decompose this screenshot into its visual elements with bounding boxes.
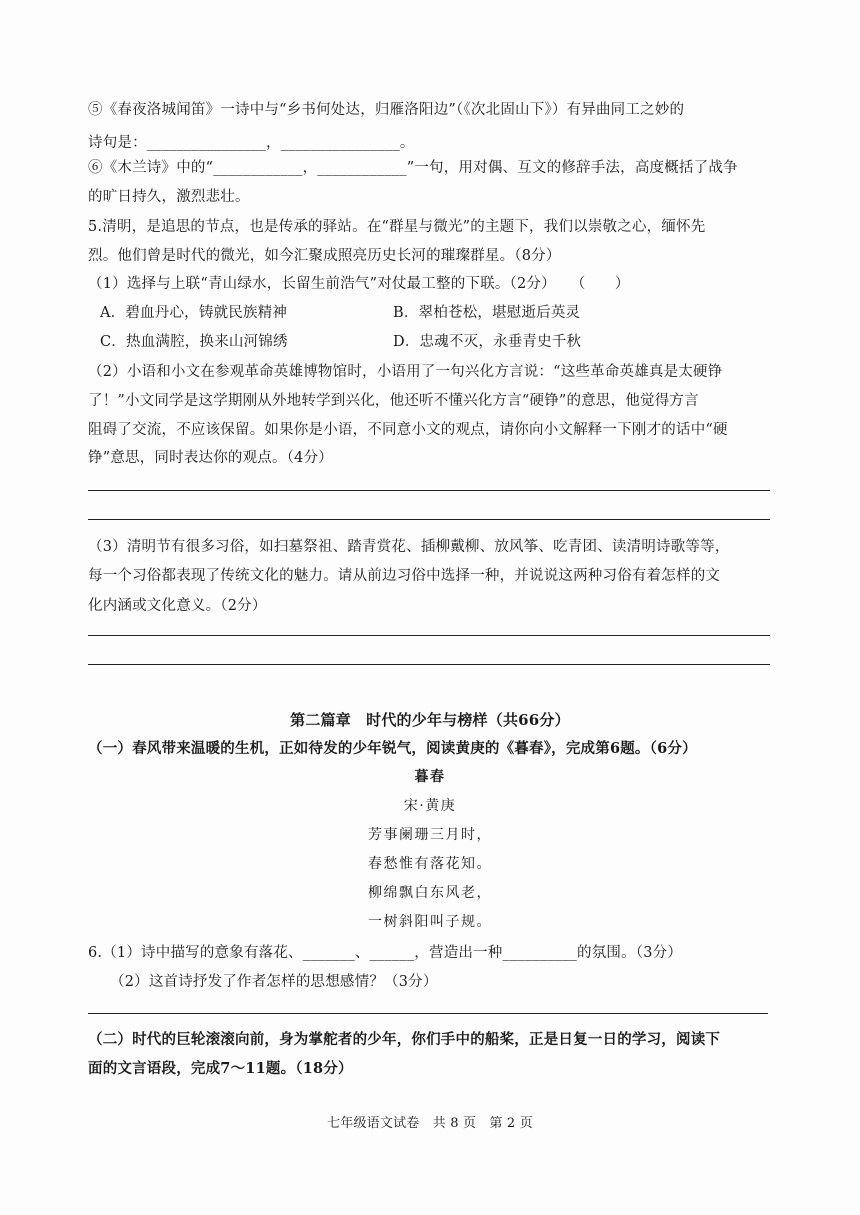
section-2-heading-2: 面的文言语段，完成7～11题。（18分） (88, 1060, 353, 1077)
q5-2-line-2: 了！”小文同学是这学期刚从外地转学到兴化，他还听不懂兴化方言“硬铮”的意思，他觉得方言 (88, 393, 699, 409)
answer-line (88, 635, 770, 636)
q5-3-line-1: （3）清明节有很多习俗，如扫墓祭祖、踏青赏花、插柳戴柳、放风筝、吃青团、读清明诗歌等等， (88, 539, 730, 555)
poem-title: 暮春 (414, 769, 446, 785)
poem-line-3: 柳绵飘白东风老， (368, 885, 492, 901)
q5-3-line-2: 每一个习俗都表现了传统文化的魅力。请从前边习俗中选择一种，并说说这两种习俗有着怎样的文 (88, 568, 721, 584)
section-2-heading-1: （二）时代的巨轮滚滚向前，身为掌舵者的少年，你们手中的船桨，正是日复一日的学习，阅读下 (88, 1031, 721, 1048)
answer-line (88, 664, 770, 665)
answer-line (88, 1013, 768, 1014)
q5-answer-blank-line: 诗句是：________________，________________。 (88, 135, 415, 151)
q6-2-question: （2）这首诗抒发了作者怎样的思想感情？（3分） (110, 974, 438, 990)
poem-author: 宋·黄庚 (403, 798, 457, 814)
q5-intro-line-2: 烈。他们曾是时代的微光，如今汇聚成照亮历史长河的璀璨群星。（8分） (88, 248, 561, 264)
q5-3-line-3: 化内涵或文化意义。（2分） (88, 598, 267, 614)
q6-mulan-line: ⑥《木兰诗》中的“____________，____________”一句，用对偶、互文的修辞手法，高度概括了战争 (88, 160, 738, 176)
q5-1-question: （1）选择与上联“青山绿水，长留生前浩气”对仗最工整的下联。（2分） （ ） (88, 276, 630, 292)
answer-line (88, 519, 770, 520)
q6-mulan-line-2: 的旷日持久，激烈悲壮。 (88, 189, 250, 205)
poem-line-1: 芳事阑珊三月时， (368, 827, 492, 843)
poem-line-4: 一树斜阳叫子规。 (368, 914, 492, 930)
option-b: B．翠柏苍松，堪慰逝后英灵 (393, 305, 581, 321)
section-1-heading: （一）春风带来温暖的生机，正如待发的少年锐气，阅读黄庚的《暮春》，完成第6题。（6分） (88, 740, 697, 757)
option-c: C．热血满腔，换来山河锦绣 (100, 334, 288, 350)
answer-line (88, 490, 770, 491)
q5-poem-line: ⑤《春夜洛城闻笛》一诗中与“乡书何处达，归雁洛阳边”（《次北固山下》）有异曲同工之妙的 (88, 102, 685, 118)
option-d: D．忠魂不灭，永垂青史千秋 (393, 334, 582, 350)
q5-intro-line-1: 5.清明，是追思的节点，也是传承的驿站。在“群星与微光”的主题下，我们以崇敬之心，缅怀先 (88, 219, 706, 235)
q5-2-line-1: （2）小语和小文在参观革命英雄博物馆时，小语用了一句兴化方言说：“这些革命英雄真是太硬铮 (88, 364, 723, 380)
page-footer: 七年级语文试卷 共 8 页 第 2 页 (327, 1116, 533, 1131)
q6-1-question: 6.（1）诗中描写的意象有落花、_______、______，营造出一种__________的氛围。（3分） (88, 945, 683, 961)
chapter-title: 第二篇章 时代的少年与榜样（共66分） (290, 711, 570, 729)
q5-2-line-3: 阻碍了交流，不应该保留。如果你是小语，不同意小文的观点，请你向小文解释一下刚才的话中“硬 (88, 422, 728, 438)
option-a: A．碧血丹心，铸就民族精神 (100, 305, 288, 321)
q5-2-line-4: 铮”意思，同时表达你的观点。（4分） (88, 450, 333, 466)
poem-line-2: 春愁惟有落花知。 (368, 856, 492, 872)
